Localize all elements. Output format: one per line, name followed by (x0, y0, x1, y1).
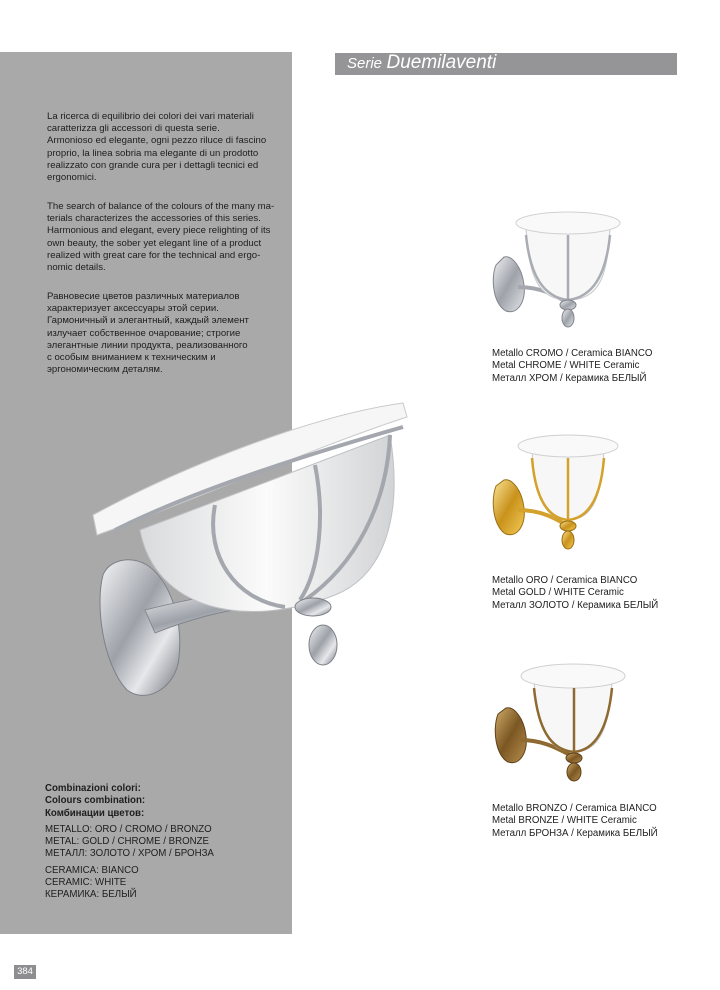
series-title-bar (335, 53, 677, 75)
gold-holder-image (488, 432, 638, 560)
intro-line: The search of balance of the colours of the many ma- (47, 201, 275, 212)
caption-line: Metal GOLD / WHITE Ceramic (492, 587, 624, 599)
intro-line: Равновесие цветов различных материалов (47, 291, 240, 302)
caption-line: Metal BRONZE / WHITE Ceramic (492, 815, 637, 827)
intro-line: nomic details. (47, 262, 106, 274)
bronze-caption (492, 803, 712, 840)
combinations-heading: Комбинации цветов: (45, 807, 145, 819)
caption-line: Metallo BRONZO / Ceramica BIANCO (492, 803, 657, 814)
intro-line: caratterizza gli accessori di questa serie. (47, 123, 220, 135)
intro-line: proprio, la linea sobria ma elegante di un prodotto (47, 147, 259, 159)
gold-caption (492, 575, 712, 612)
intro-line: эргономическим деталям. (47, 364, 163, 376)
ceramic-options: КЕРАМИКА: БЕЛЫЙ (45, 889, 137, 901)
intro-line: ergonomici. (47, 172, 97, 184)
intro-italian (47, 111, 277, 184)
intro-russian (47, 291, 277, 376)
large-chrome-holder-image (85, 395, 415, 700)
ceramic-options: CERAMICA: BIANCO (45, 864, 139, 876)
intro-line: terials characterizes the accessories of this series. (47, 213, 261, 225)
intro-line: элегантные линии продукта, реализованного (47, 339, 248, 351)
caption-line: Металл ХРОМ / Керамика БЕЛЫЙ (492, 372, 647, 384)
series-name: Duemilaventi (386, 52, 497, 73)
intro-line: Harmonious and elegant, every piece relighting of its (47, 225, 271, 237)
intro-line: realized with great care for the technical and ergo- (47, 249, 261, 261)
intro-english (47, 201, 277, 274)
combinations-heading: Combinazioni colori: (45, 783, 141, 794)
metal-options: METAL: GOLD / CHROME / BRONZE (45, 836, 209, 848)
intro-line: own beauty, the sober yet elegant line of a product (47, 237, 262, 249)
caption-line: Metallo CROMO / Ceramica BIANCO (492, 348, 653, 359)
chrome-holder-image (488, 205, 638, 333)
metal-options: METALLO: ORO / CROMO / BRONZO (45, 823, 212, 835)
chrome-caption (492, 348, 712, 385)
color-combinations (45, 783, 285, 902)
intro-line: realizzato con grande cura per i dettagli tecnici ed (47, 159, 259, 171)
intro-line: характеризует аксессуары этой серии. (47, 303, 219, 315)
caption-line: Металл БРОНЗА / Керамика БЕЛЫЙ (492, 827, 658, 839)
page-number: 384 (14, 965, 36, 979)
caption-line: Metal CHROME / WHITE Ceramic (492, 360, 640, 372)
combinations-heading: Colours combination: (45, 795, 146, 807)
bronze-holder-image (492, 660, 642, 790)
intro-line: Гармоничный и элегантный, каждый элемент (47, 315, 249, 327)
caption-line: Металл ЗОЛОТО / Керамика БЕЛЫЙ (492, 599, 659, 611)
series-prefix: Serie (347, 55, 383, 72)
intro-line: La ricerca di equilibrio dei colori dei vari materiali (47, 111, 254, 122)
intro-line: с особым вниманием к техническим и (47, 352, 216, 364)
intro-line: Armonioso ed elegante, ogni pezzo riluce di fascino (47, 135, 267, 147)
intro-line: излучает собственное очарование; строгие (47, 327, 241, 339)
ceramic-options: CERAMIC: WHITE (45, 877, 127, 889)
series-title (347, 52, 496, 74)
metal-options: МЕТАЛЛ: ЗОЛОТО / ХРОМ / БРОНЗА (45, 848, 214, 860)
caption-line: Metallo ORO / Ceramica BIANCO (492, 575, 638, 586)
